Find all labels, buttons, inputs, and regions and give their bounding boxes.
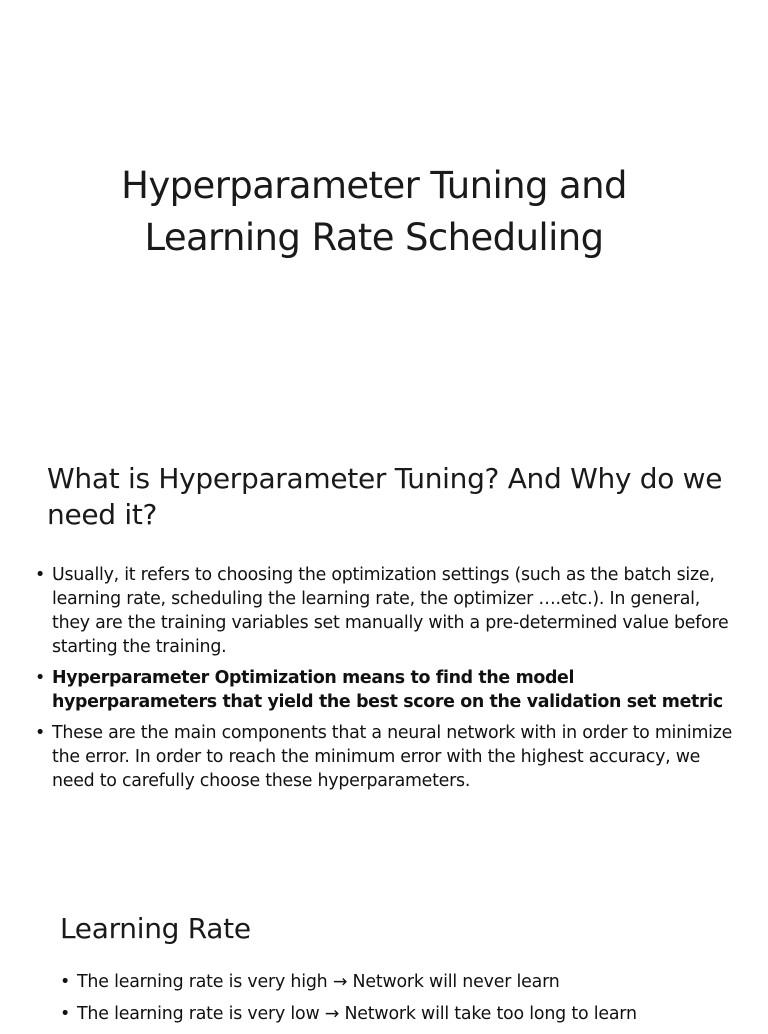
title-slide bbox=[0, 0, 768, 420]
presentation-title: Hyperparameter Tuning and Learning Rate Scheduling bbox=[121, 164, 627, 259]
bullet-list bbox=[60, 970, 750, 1034]
bullet-icon: • bbox=[35, 565, 46, 585]
list-item bbox=[35, 721, 740, 793]
bullet-icon: • bbox=[60, 1004, 71, 1024]
bullet-list bbox=[35, 563, 740, 800]
list-item bbox=[35, 666, 740, 714]
learning-rate-slide bbox=[0, 880, 768, 1024]
bullet-icon: • bbox=[35, 723, 46, 743]
slide-heading: Learning Rate bbox=[60, 912, 251, 945]
bullet-icon: • bbox=[60, 972, 71, 992]
bullet-text: The learning rate is very high → Network will never learn bbox=[77, 972, 560, 992]
slide-heading: What is Hyperparameter Tuning? And Why do we need it? bbox=[47, 462, 723, 531]
bullet-text: Hyperparameter Optimization means to find the model hyperparameters that yield the best score on the validation set metric bbox=[52, 668, 723, 712]
list-item bbox=[35, 563, 740, 659]
list-item bbox=[60, 1002, 750, 1026]
list-item bbox=[60, 970, 750, 994]
bullet-text: Usually, it refers to choosing the optimization settings (such as the batch size, learning rate, scheduling the learning rate, the optimizer ….etc.). In general, they are the training variables set manually with a pre-determined value before starting the training. bbox=[52, 565, 729, 657]
bullet-text: The learning rate is very low → Network will take too long to learn bbox=[77, 1004, 637, 1024]
hyperparameter-tuning-slide bbox=[0, 420, 768, 840]
bullet-icon: • bbox=[35, 668, 46, 688]
bullet-text: These are the main components that a neural network with in order to minimize the error. In order to reach the minimum error with the highest accuracy, we need to carefully choose these hyperparameters. bbox=[52, 723, 733, 791]
